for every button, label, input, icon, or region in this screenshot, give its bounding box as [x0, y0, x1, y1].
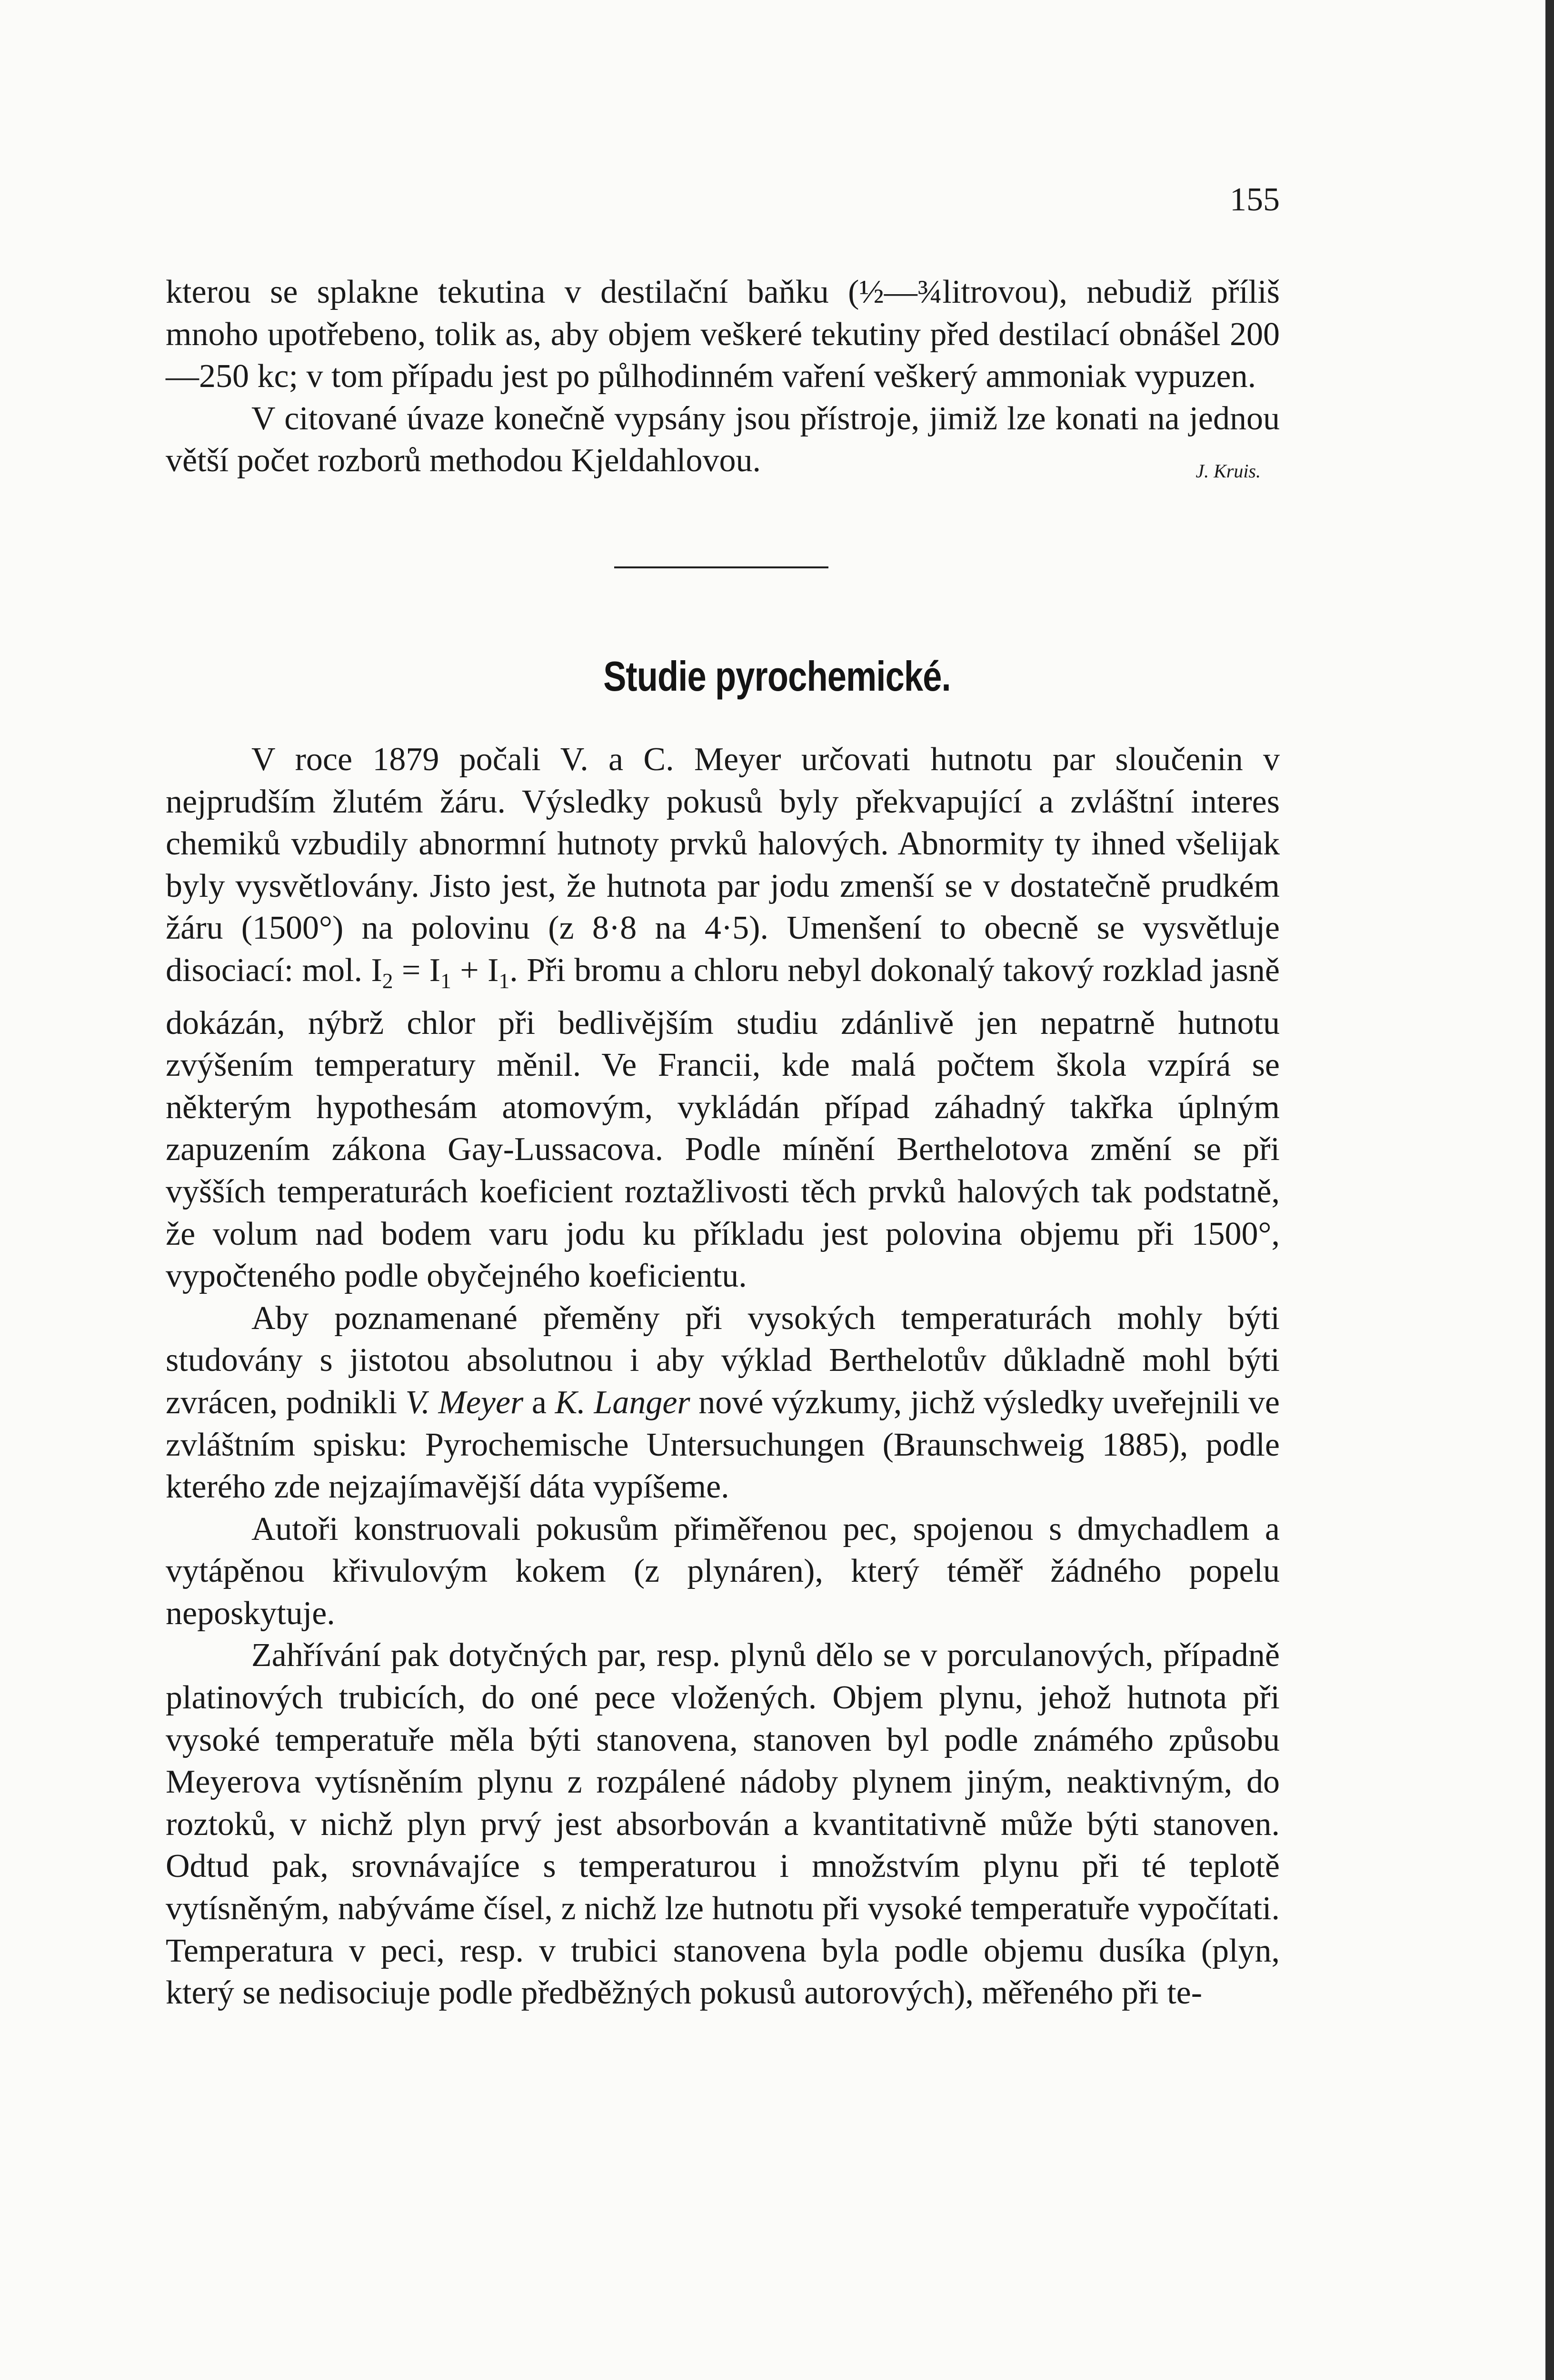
p2-text-b: nové výzkumy, jichž výsledky uveřejnili ve zvláštním spisku: Pyrochemische Untersuchungen (Braunschweig 1885), podle kterého zde nejzajímavější dáta vypíšeme. [166, 1384, 1280, 1506]
section-divider [614, 566, 828, 568]
article-paragraph-3: Autoři konstruovali pokusům přiměřenou pec, spojenou s dmychadlem a vytápěnou křivulovým kokem (z plynáren), který téměř žádného popelu neposkytuje. [166, 1510, 1280, 1632]
formula [371, 952, 510, 993]
formula-sub-2: 2 [382, 968, 393, 993]
p2-text-a: Aby poznamenané přeměny při vysokých temperaturách mohly býti studovány s jistotou absolutnou i aby výklad Berthelotův důkladně mohl býti zvrácen, podnikli [166, 1299, 1280, 1421]
paragraph-apparatus [166, 398, 1280, 482]
scan-edge-right [1545, 0, 1554, 2380]
formula-i2: I [371, 952, 382, 989]
p1-text-a: V roce 1879 počali V. a C. Meyer určovati hutnotu par sloučenin v nejprudším žlutém žáru. Výsledky pokusů byly překvapující a zvláštní interes chemiků vzbudily abnormní hutnoty prvků halových. Abnormity ty ihned všelijak byly vysvětlovány. Jisto jest, že hutnota par jodu zmenší se v dostatečně prudkém žáru (1500°) na polovinu (z 8·8 na 4·5). Umenšení to obecně se vysvětluje disociací: mol. [166, 741, 1280, 989]
formula-sub-1a: 1 [440, 968, 451, 993]
formula-sub-1b: 1 [498, 968, 510, 993]
paragraph-apparatus-text: V citované úvaze konečně vypsány jsou přístroje, jimiž lze konati na jednou větší počet rozborů methodou Kjeldahlovou. [166, 400, 1280, 479]
p2-and: a [523, 1384, 555, 1421]
article-title: Studie pyrochemické. [603, 653, 951, 700]
formula-eq: = I [393, 952, 441, 989]
author-name-langer: K. Langer [555, 1384, 690, 1421]
page-number: 155 [1230, 181, 1280, 218]
author-signature: J. Kruis. [1195, 460, 1261, 482]
previous-article-ending [166, 271, 1280, 493]
formula-plus: + I [451, 952, 499, 989]
article-body [166, 739, 1280, 2014]
author-name-meyer: V. Meyer [405, 1384, 524, 1421]
paragraph-continuation: kterou se splakne tekutina v destilační baňku (½—¾litrovou), nebudiž příliš mnoho upotřebeno, tolik as, aby objem veškeré tekutiny před destilací obnášel 200—250 kc; v tom případu jest po půlhodinném vaření veškerý ammoniak vypuzen. [166, 274, 1280, 395]
article-paragraph-1 [166, 739, 1280, 1298]
article-paragraph-2 [166, 1298, 1280, 1508]
article-paragraph-4: Zahřívání pak dotyčných par, resp. plynů dělo se v porculanových, případně platinových trubicích, do oné pece vložených. Objem plynu, jehož hutnota při vysoké temperatuře měla býti stanovena, stanoven byl podle známého způsobu Meyerova vytísněním plynu z rozpálené nádoby plynem jiným, neaktivným, do roztoků, v nichž plyn prvý jest absorbován a kvantitativně může býti stanoven. Odtud pak, srovnávajíce s temperaturou i množstvím plynu při té teplotě vytísněným, nabýváme čísel, z nichž lze hutnotu při vysoké temperatuře vypočítati. Temperatura v peci, resp. v trubici stanovena byla podle objemu dusíka (plyn, který se nedisociuje podle předběžných pokusů autorových), měřeného při te- [166, 1637, 1280, 2012]
p1-text-b: . Při bromu a chloru nebyl dokonalý takový rozklad jasně dokázán, nýbrž chlor při bedlivějším studiu zdánlivě jen nepatrně hutnotu zvýšením temperatury měnil. Ve Francii, kde malá počtem škola vzpírá se některým hypothesám atomovým, vykládán případ záhadný takřka úplným zapuzením zákona Gay-Lussacova. Podle mínění Berthelotova změní se při vyšších temperaturách koeficient roztažlivosti těch prvků halových tak podstatně, že volum nad bodem varu jodu ku příkladu jest polovina objemu při 1500°, vypočteného podle obyčejného koeficientu. [166, 952, 1280, 1295]
